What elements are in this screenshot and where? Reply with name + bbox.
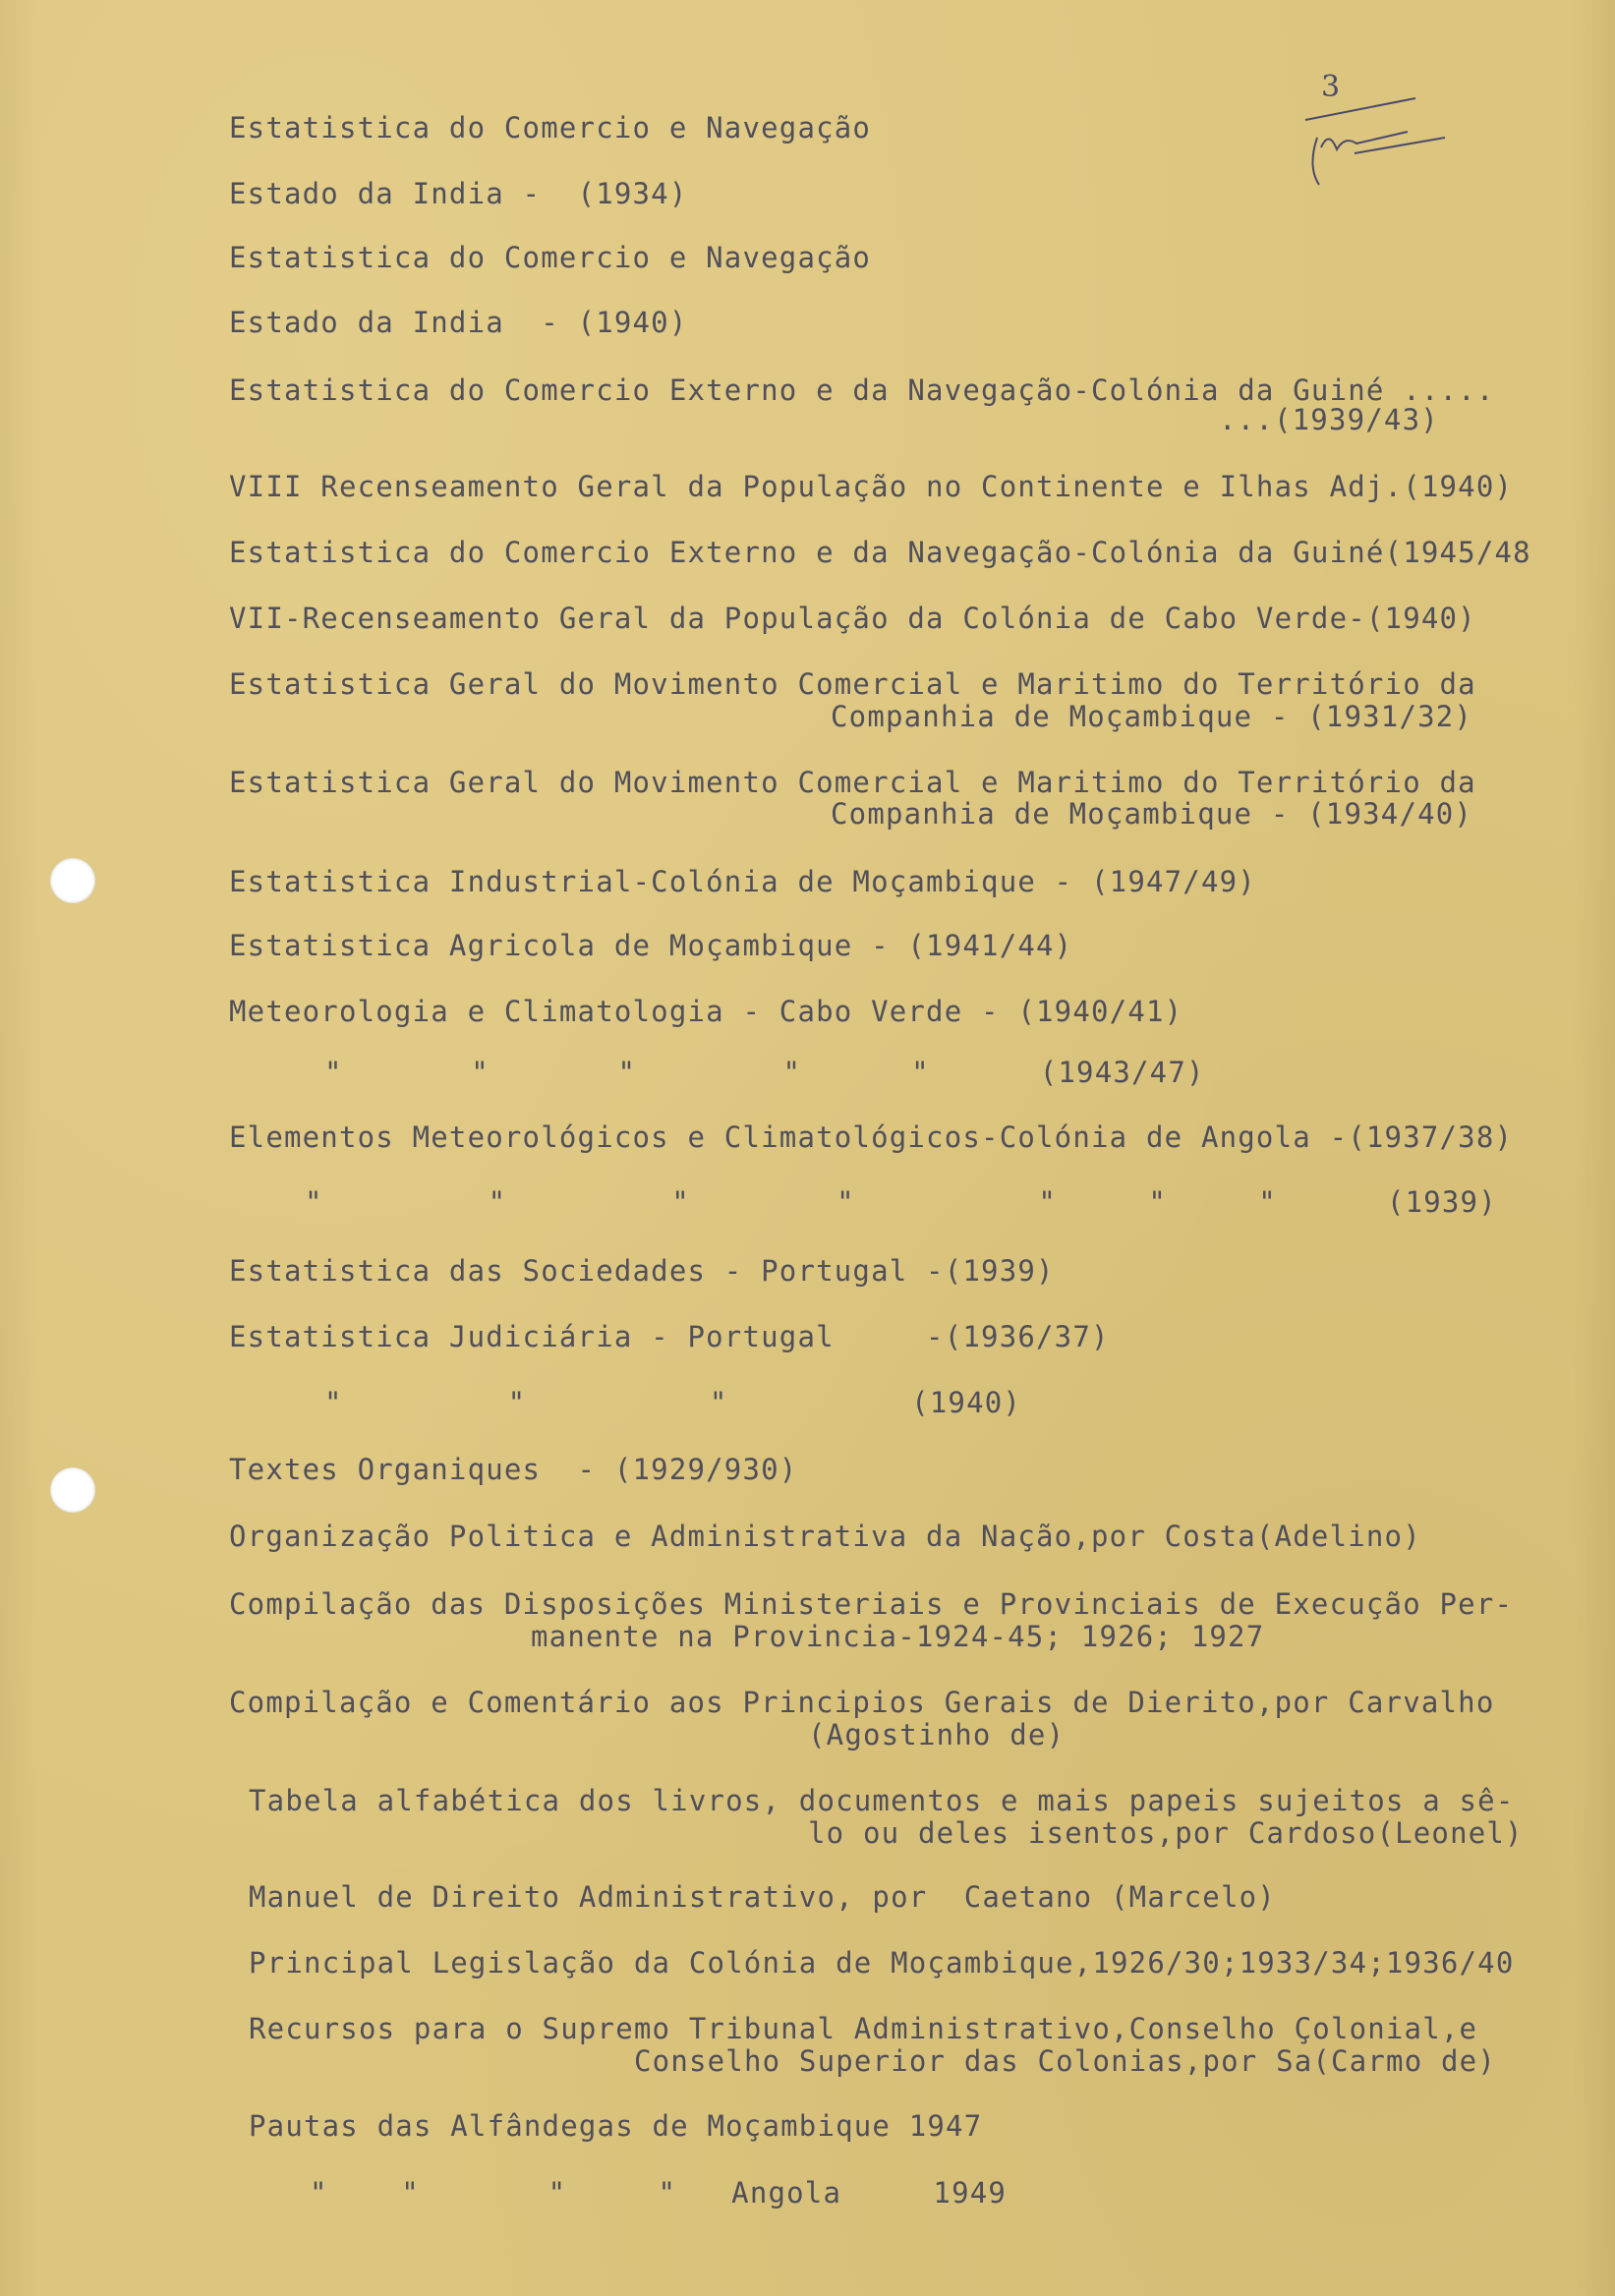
entry-line: Estatistica do Comercio e Navegação [229, 241, 872, 274]
entry-line-continuation: ...(1939/43) [1219, 403, 1439, 436]
entry-line-continuation: manente na Provincia-1924-45; 1926; 1927 [531, 1620, 1265, 1653]
entry-line: Principal Legislação da Colónia de Moçambique,1926/30;1933/34;1936/40 [249, 1946, 1515, 1980]
entry-line: Estado da India - (1934) [229, 177, 688, 210]
entry-line: Recursos para o Supremo Tribunal Administrativo,Conselho Çolonial,e [249, 2012, 1478, 2045]
entry-line: Estatistica Industrial-Colónia de Moçambique - (1947/49) [229, 865, 1256, 898]
entry-line-ditto: " " " " Angola 1949 [310, 2176, 1008, 2210]
entry-line: Estatistica Judiciária - Portugal -(1936/37) [229, 1320, 1110, 1353]
entry-line: Tabela alfabética dos livros, documentos e mais papeis sujeitos a sê- [249, 1784, 1515, 1817]
entry-line: VIII Recenseamento Geral da População no Continente e Ilhas Adj.(1940) [229, 470, 1514, 503]
page-number: 3 [1321, 70, 1341, 104]
entry-line-continuation: (Agostinho de) [808, 1718, 1066, 1751]
entry-line: Estatistica das Sociedades - Portugal -(1939) [229, 1254, 1055, 1288]
entry-line: Pautas das Alfândegas de Moçambique 1947 [249, 2109, 983, 2143]
entry-line: Meteorologia e Climatologia - Cabo Verde - (1940/41) [229, 995, 1183, 1028]
entry-line: Compilação das Disposições Ministeriais e Provinciais de Execução Per- [229, 1587, 1514, 1621]
punch-hole-top [50, 858, 95, 903]
entry-line: Estatistica do Comercio e Navegação [229, 111, 872, 144]
entry-line-continuation: Companhia de Moçambique - (1934/40) [831, 797, 1473, 831]
entry-line-continuation: Companhia de Moçambique - (1931/32) [831, 700, 1473, 733]
entry-line-ditto: " " " " " (1943/47) [324, 1056, 1205, 1089]
entry-line: VII-Recenseamento Geral da População da Colónia de Cabo Verde-(1940) [229, 602, 1476, 635]
entry-line: Estatistica Geral do Movimento Comercial e Maritimo do Território da [229, 766, 1476, 799]
entry-line: Textes Organiques - (1929/930) [229, 1453, 798, 1486]
page-number-mark [1298, 59, 1465, 206]
entry-line-continuation: Conselho Superior das Colonias,por Sa(Carmo de) [634, 2044, 1496, 2078]
entry-line: Manuel de Direito Administrativo, por Caetano (Marcelo) [249, 1880, 1276, 1914]
entry-line: Estatistica Geral do Movimento Comercial e Maritimo do Território da [229, 667, 1476, 701]
entry-line: Estatistica Agricola de Moçambique - (1941/44) [229, 929, 1073, 962]
entry-line-continuation: lo ou deles isentos,por Cardoso(Leonel) [808, 1816, 1524, 1850]
entry-line-ditto: " " " (1940) [324, 1386, 1022, 1419]
entry-line: Estatistica do Comercio Externo e da Navegação-Colónia da Guiné ..... [229, 373, 1495, 407]
entry-line-ditto: " " " " " " " (1939) [305, 1185, 1497, 1219]
entry-line: Estado da India - (1940) [229, 306, 688, 339]
punch-hole-bottom [50, 1467, 95, 1513]
entry-line: Organização Politica e Administrativa da Nação,por Costa(Adelino) [229, 1520, 1421, 1553]
entry-line: Elementos Meteorológicos e Climatológicos-Colónia de Angola -(1937/38) [229, 1120, 1514, 1154]
entry-line: Compilação e Comentário aos Principios Gerais de Dierito,por Carvalho [229, 1686, 1495, 1719]
entry-line: Estatistica do Comercio Externo e da Navegação-Colónia da Guiné(1945/48 [229, 536, 1531, 569]
